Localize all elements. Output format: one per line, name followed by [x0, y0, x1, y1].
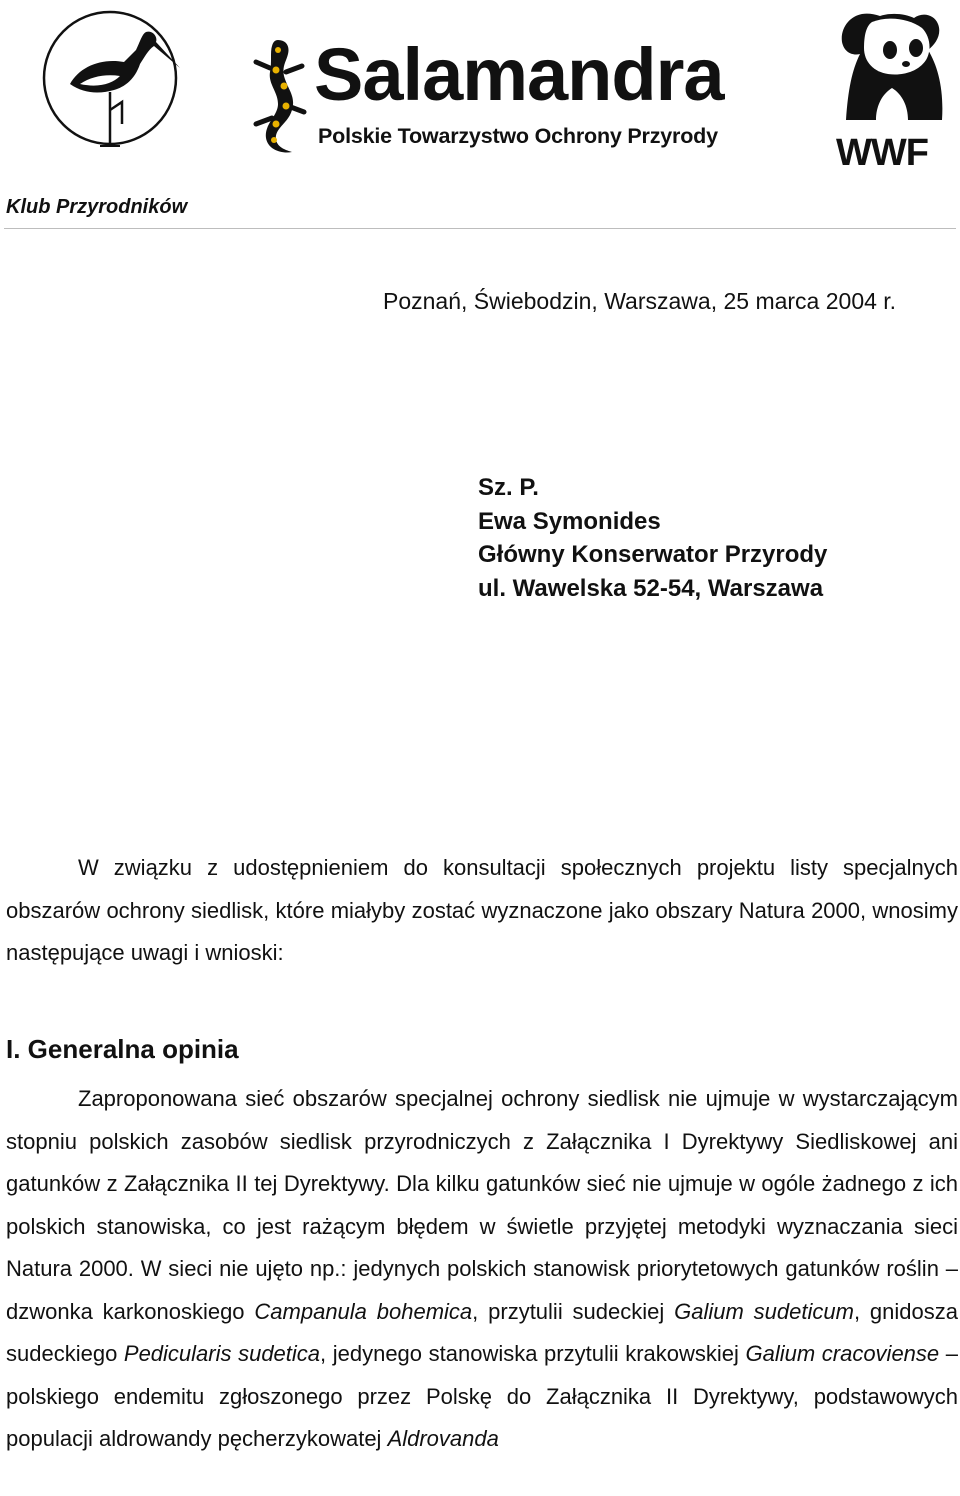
addressee-salutation: Sz. P.	[478, 474, 539, 501]
stork-logo	[40, 6, 180, 156]
club-name: Klub Przyrodników	[6, 196, 188, 218]
salamandra-subtitle: Polskie Towarzystwo Ochrony Przyrody	[318, 124, 718, 148]
addressee-name: Ewa Symonides	[478, 507, 661, 535]
species-name: Pedicularis sudetica	[123, 1341, 321, 1366]
salamandra-wordmark: Salamandra	[314, 33, 724, 116]
paragraph-text: , jedynego stanowiska przytulii krakowskiej	[320, 1341, 746, 1366]
intro-paragraph: W związku z udostępnieniem do konsultacji społecznych projektu listy specjalnych obszarów ochrony siedlisk, które miałyby zostać wyznaczone jako obszary Natura 2000, wnosimy następujące uwagi i wnioski:	[6, 855, 958, 965]
addressee-title: Główny Konserwator Przyrody	[478, 541, 828, 568]
salamander-logo	[248, 36, 308, 156]
species-name: Galium sudeticum	[674, 1298, 854, 1324]
addressee-block	[478, 471, 827, 605]
species-name: Campanula bohemica	[254, 1298, 473, 1324]
addressee-address: ul. Wawelska 52-54, Warszawa	[478, 574, 824, 602]
paragraph-text: , gnidosza sudeckiego	[6, 1298, 958, 1366]
header-divider	[4, 228, 956, 229]
paragraph-text: , przytulii sudeckiej	[472, 1298, 675, 1324]
wwf-wordmark: WWF	[836, 132, 928, 174]
species-name: Galium cracoviense	[745, 1341, 940, 1366]
paragraph-text: – polskiego endemitu zgłoszonego przez Polskę do Załącznika II Dyrektywy, podstawowych populacji aldrowandy pęcherzykowatej	[6, 1341, 958, 1451]
place-and-date: Poznań, Świebodzin, Warszawa, 25 marca 2004 r.	[383, 288, 897, 314]
species-name: Aldrovanda	[387, 1426, 499, 1451]
section-paragraph	[6, 1078, 958, 1461]
wwf-panda-logo	[832, 10, 950, 122]
section-heading: I. Generalna opinia	[6, 1034, 239, 1064]
paragraph-text: Zaproponowana sieć obszarów specjalnej ochrony siedlisk nie ujmuje w wystarczającym stopniu polskich zasobów siedlisk przyrodniczych z Załącznika I Dyrektywy Siedliskowej ani gatunków z Załącznika II tej Dyrektywy. Dla kilku gatunków sieć nie ujmuje w ogóle żadnego z ich polskich stanowiska, co jest rażącym błędem w świetle przyjętej metodyki wyznaczania sieci Natura 2000. W sieci nie ujęto np.: jedynych polskich stanowisk priorytetowych gatunków roślin – dzwonka karkonoskiego	[6, 1086, 958, 1324]
